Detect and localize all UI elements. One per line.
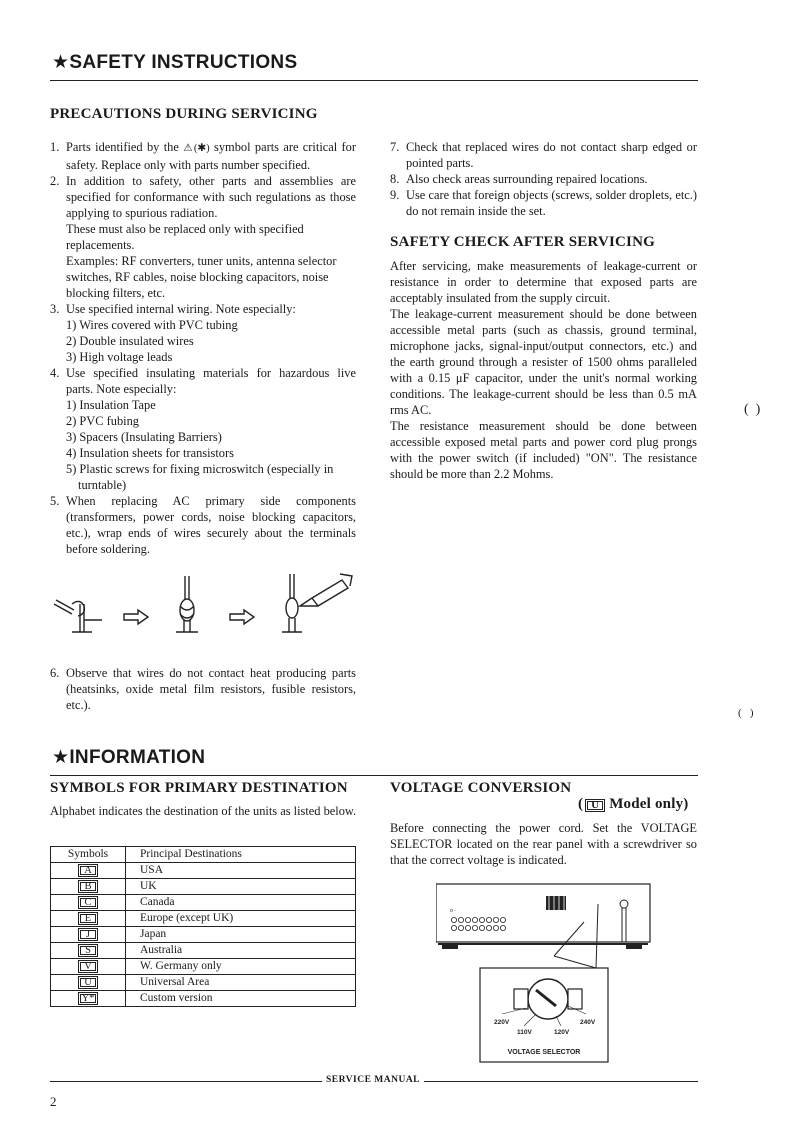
- svg-text:o ·: o ·: [450, 908, 456, 914]
- table-row: [51, 911, 356, 927]
- destination-name: Europe (except UK): [126, 911, 356, 927]
- list-item: 4. Use specified insulating materials for hazardous live parts. Note especially: 1) Insulation Tape 2) PVC fubing 3) Spacers (Insulating Barriers) 4) Insulation sheets for transistors 5) Plastic screws for fixing microswitch (especially in turntable): [50, 366, 356, 492]
- table-row: [51, 879, 356, 895]
- voltage-model-code: U: [585, 799, 605, 812]
- destination-name: Custom version: [126, 991, 356, 1007]
- safety-title: SAFETY INSTRUCTIONS: [69, 52, 298, 73]
- paragraph: After servicing, make measurements of leakage-current or resistance in order to determine that exposed parts are acceptably insulated from the supply circuit.: [390, 259, 697, 305]
- destination-name: Japan: [126, 927, 356, 943]
- table-row: [51, 959, 356, 975]
- divider: [50, 80, 698, 81]
- column-header: Symbols: [51, 847, 126, 863]
- arrow-right-icon: [230, 610, 254, 624]
- footer-rule-right: [424, 1081, 698, 1082]
- list-item: 1. Parts identified by the ⚠(✱) symbol parts are critical for safety. Replace only with parts number specified.: [50, 140, 356, 172]
- paragraph: The leakage-current measurement should be done between accessible metal parts (such as chassis, ground terminal, microphone jacks, signal-input/output connectors, etc.) and the earth ground through a resister of 1500 ohms paralleled with a 0.15 μF capacitor, under the unit's normal working conditions. The leakage-current should be less than 0.5 mA rms AC.: [390, 307, 697, 417]
- list-item: 5. When replacing AC primary side components (transformers, power cords, noise blocking capacitors, etc.), wrap ends of wires securely about the terminals before soldering.: [50, 494, 356, 556]
- star-icon: ★: [52, 747, 70, 768]
- destination-name: Australia: [126, 943, 356, 959]
- terminal-step-1: [54, 600, 102, 632]
- destination-code: Y*: [78, 992, 98, 1005]
- terminal-step-2: [176, 576, 198, 632]
- label-110v: 110V: [517, 1029, 532, 1036]
- destination-code: U: [78, 976, 98, 989]
- destination-name: Universal Area: [126, 975, 356, 991]
- destination-name: Canada: [126, 895, 356, 911]
- precautions-right: [390, 139, 697, 219]
- table-row: [51, 991, 356, 1007]
- list-item: 2. In addition to safety, other parts and assemblies are specified for conformance with such regulations as those applying to spurious radiation. These must also be replaced only with specified replacements. Examples: RF converters, tuner units, antenna selector switches, RF cables, noise blocking capacitors, noise blocking filters, etc.: [50, 174, 356, 300]
- information-title: INFORMATION: [69, 747, 206, 768]
- list-item: 6. Observe that wires do not contact heat producing parts (heatsinks, oxide metal film resistors, fusible resistors, etc.).: [50, 666, 356, 712]
- table-row: [51, 927, 356, 943]
- precautions-title: PRECAUTIONS DURING SERVICING: [50, 106, 318, 122]
- destination-code: J: [78, 928, 98, 941]
- precautions-item-6: [50, 665, 356, 713]
- list-item: 3. Use specified internal wiring. Note especially: 1) Wires covered with PVC tubing 2) Double insulated wires 3) High voltage leads: [50, 302, 296, 364]
- destination-table: [50, 846, 356, 1007]
- margin-mark: ( ): [738, 707, 754, 719]
- star-icon: ★: [52, 52, 70, 73]
- list-item: 8. Also check areas surrounding repaired locations.: [390, 172, 648, 186]
- table-row: [51, 863, 356, 879]
- destination-name: UK: [126, 879, 356, 895]
- arrow-right-icon: [124, 610, 148, 624]
- footer-label: SERVICE MANUAL: [326, 1075, 421, 1085]
- voltage-instructions: Before connecting the power cord. Set the VOLTAGE SELECTOR located on the rear panel with a screwdriver so that the correct voltage is indicated.: [390, 821, 697, 867]
- wire-wrap-illustration: [50, 570, 370, 640]
- divider: [50, 775, 698, 776]
- terminal-step-3: [282, 574, 352, 632]
- destination-code: V: [78, 960, 98, 973]
- list-item: 7. Check that replaced wires do not contact sharp edged or pointed parts.: [390, 140, 697, 170]
- information-heading: [52, 746, 205, 769]
- page-number: 2: [50, 1094, 57, 1109]
- destination-code: C: [78, 896, 98, 909]
- footer-rule-left: [50, 1081, 322, 1082]
- destination-code: A: [78, 864, 98, 877]
- precautions-left: [50, 139, 356, 557]
- paragraph: The resistance measurement should be done between accessible exposed metal parts and power cord plug prongs with the power switch (if included) "ON". The resistance should be more than 2.2 Mohms.: [390, 419, 697, 481]
- table-row: [51, 895, 356, 911]
- symbols-intro: Alphabet indicates the destination of the units as listed below.: [50, 804, 357, 818]
- list-item: 9. Use care that foreign objects (screws, solder droplets, etc.) do not remain inside the set.: [390, 188, 697, 218]
- voltage-title: VOLTAGE CONVERSION: [390, 780, 572, 796]
- label-120v: 120V: [554, 1029, 570, 1036]
- symbols-title: SYMBOLS FOR PRIMARY DESTINATION: [50, 780, 348, 796]
- table-row: [51, 943, 356, 959]
- destination-code: B: [78, 880, 98, 893]
- destination-code: E: [78, 912, 98, 925]
- safety-check-title: SAFETY CHECK AFTER SERVICING: [390, 234, 655, 250]
- column-header: Principal Destinations: [126, 847, 356, 863]
- margin-mark: ( ): [744, 402, 761, 417]
- voltage-model-note: ( U Model only): [578, 796, 689, 812]
- destination-name: USA: [126, 863, 356, 879]
- label-240v: 240V: [580, 1019, 596, 1026]
- voltage-selector-illustration: [436, 882, 652, 1064]
- warning-symbol-icon: ⚠(✱): [183, 143, 210, 154]
- destination-name: W. Germany only: [126, 959, 356, 975]
- table-header-row: [51, 847, 356, 863]
- destination-code: S: [78, 944, 98, 957]
- label-220v: 220V: [494, 1019, 510, 1026]
- rear-panel: [436, 884, 650, 942]
- table-row: [51, 975, 356, 991]
- safety-heading: [52, 51, 297, 74]
- safety-check-body: [390, 258, 697, 482]
- voltage-selector-caption: VOLTAGE SELECTOR: [507, 1049, 581, 1056]
